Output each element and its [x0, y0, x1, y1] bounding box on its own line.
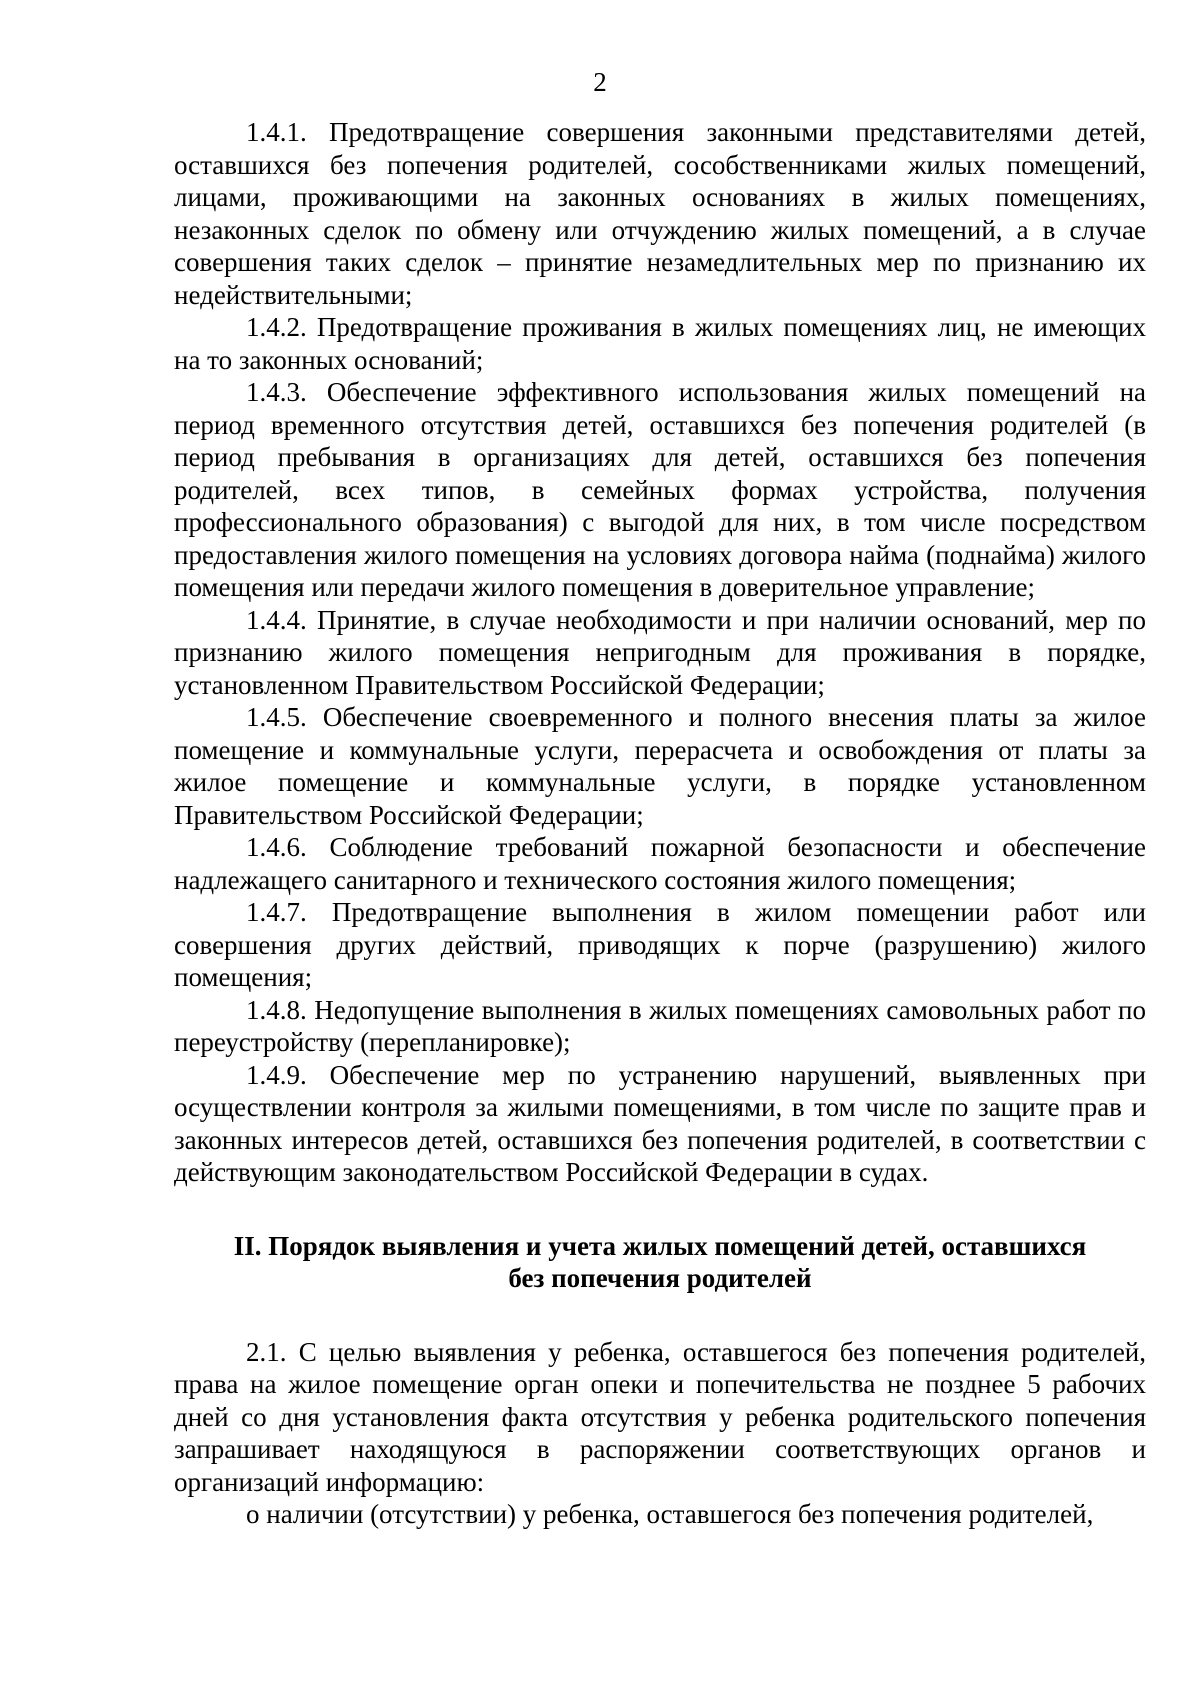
- paragraph-1-4-2: 1.4.2. Предотвращение проживания в жилых помещениях лиц, не имеющих на то законных оснований;: [174, 312, 1146, 375]
- section-heading-line-1: II. Порядок выявления и учета жилых помещений детей, оставшихся: [233, 1230, 1087, 1261]
- paragraph-2-1-item: о наличии (отсутствии) у ребенка, оставшегося без попечения родителей,: [246, 1499, 1094, 1529]
- paragraph-1-4-7: 1.4.7. Предотвращение выполнения в жилом помещении работ или совершения других действий, приводящих к порче (разрушению) жилого помещения;: [174, 897, 1146, 992]
- paragraph-1-4-5: 1.4.5. Обеспечение своевременного и полного внесения платы за жилое помещение и коммунальные услуги, перерасчета и освобождения от платы за жилое помещение и коммунальные услуги, в порядке установленном Правительством Российской Федерации;: [174, 702, 1146, 830]
- paragraph-2-1: 2.1. С целью выявления у ребенка, оставшегося без попечения родителей, права на жилое помещение орган опеки и попечительства не позднее 5 рабочих дней со дня установления факта отсутствия у ребенка родительского попечения запрашивает находящуюся в распоряжении соответствующих органов и организаций информацию:: [174, 1336, 1146, 1497]
- section-heading: [174, 1230, 1146, 1295]
- paragraph-1-4-4: 1.4.4. Принятие, в случае необходимости и при наличии оснований, мер по признанию жилого помещения непригодным для проживания в порядке, установленном Правительством Российской Федерации;: [174, 604, 1146, 700]
- paragraph-1-4-8: 1.4.8. Недопущение выполнения в жилых помещениях самовольных работ по переустройству (перепланировке);: [174, 994, 1146, 1057]
- paragraph-1-4-3: 1.4.3. Обеспечение эффективного использования жилых помещений на период временного отсутствия детей, оставшихся без попечения родителей (в период пребывания в организациях для детей, оставшихся без попечения родителей, всех типов, в семейных формах устройства, получения профессионального образования) с выгодой для них, в том числе посредством предоставления жилого помещения на условиях договора найма (поднайма) жилого помещения или передачи жилого помещения в доверительное управление;: [174, 377, 1146, 602]
- page-number: 2: [593, 67, 607, 97]
- document-body: [174, 116, 1146, 1531]
- paragraph-1-4-6: 1.4.6. Соблюдение требований пожарной безопасности и обеспечение надлежащего санитарного и технического состояния жилого помещения;: [174, 832, 1146, 895]
- section-heading-line-2: без попечения родителей: [508, 1263, 812, 1293]
- paragraph-1-4-9: 1.4.9. Обеспечение мер по устранению нарушений, выявленных при осуществлении контроля за жилыми помещениями, в том числе по защите прав и законных интересов детей, оставшихся без попечения родителей, в соответствии с действующим законодательством Российской Федерации в судах.: [174, 1059, 1146, 1187]
- paragraph-1-4-1: 1.4.1. Предотвращение совершения законными представителями детей, оставшихся без попечения родителей, сособственниками жилых помещений, лицами, проживающими на законных основаниях в жилых помещениях, незаконных сделок по обмену или отчуждению жилых помещений, а в случае совершения таких сделок – принятие незамедлительных мер по признанию их недействительными;: [174, 117, 1146, 310]
